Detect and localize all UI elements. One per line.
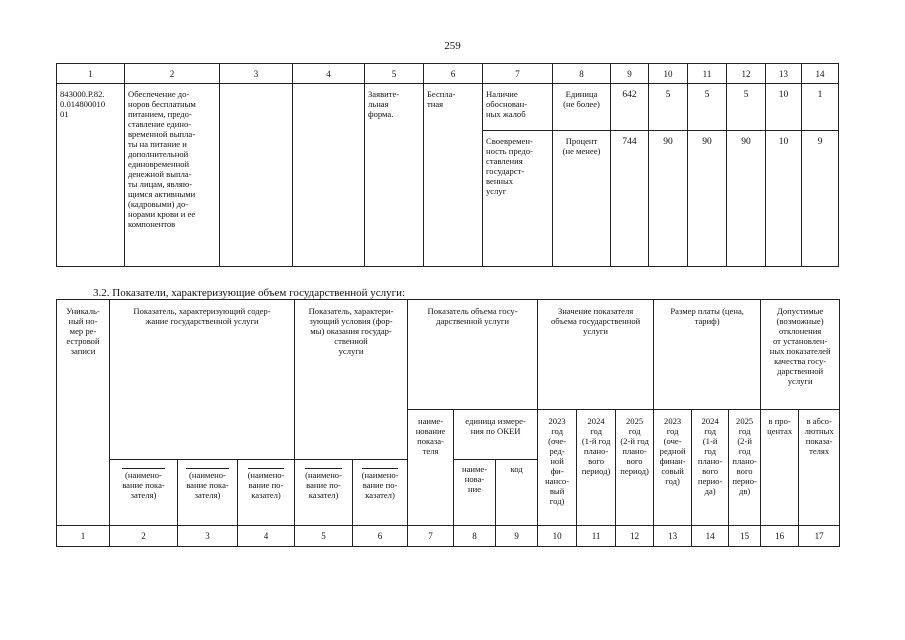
header-fee-2023: 2023 год (оче- редной финан- совый год) (654, 410, 692, 526)
table1-col-header: 13 (766, 64, 802, 84)
value-cell: 9 (802, 131, 839, 267)
column-number: 7 (408, 526, 454, 547)
column-number: 11 (577, 526, 616, 547)
column-number: 16 (761, 526, 799, 547)
service-form: Заявите- льная форма. (365, 84, 424, 267)
header-volume-name: наиме- нование показа- теля (408, 410, 454, 526)
subheader-label: (наимено- вание пока- зателя) (122, 470, 165, 500)
value-cell: 5 (688, 84, 727, 131)
table1-col-header: 6 (424, 64, 483, 84)
value-cell: 1 (802, 84, 839, 131)
value-cell: 5 (649, 84, 688, 131)
okei-code: 744 (611, 131, 649, 267)
header-volume-unit: единица измере- ния по ОКЕИ (454, 410, 538, 460)
page-number: 259 (444, 40, 461, 52)
empty-cell (220, 84, 293, 267)
service-content: Обеспечение до- норов бесплатным питанием, предо- ставление едино- временной выпла- ты на питание и дополнительной единовременной денежной выпла- ты лицам, являю- щимся активными (кадровыми) до- норами крови и ее компонентов (125, 84, 220, 267)
indicator-unit: Единица (не более) (553, 84, 611, 131)
table1-col-header: 8 (553, 64, 611, 84)
header-content-indicator: Показатель, характеризующий содер- жание государственной услуги (110, 300, 295, 460)
header-year-2024: 2024 год (1-й год плано- вого период) (577, 410, 616, 526)
value-cell: 90 (649, 131, 688, 267)
header-volume-indicator: Показатель объема госу- дарственной услуги (408, 300, 538, 410)
column-number: 6 (353, 526, 408, 547)
registry-code: 843000.Р.82. 0.014800010 01 (57, 84, 125, 267)
table-row (57, 84, 839, 131)
header-deviation: Допустимые (возможные) отклонения от установлен- ных показателей качества госу- дарственной услуги (761, 300, 840, 410)
table1-col-header: 10 (649, 64, 688, 84)
value-cell: 5 (727, 84, 766, 131)
column-number: 9 (496, 526, 538, 547)
subheader-indicator-name (178, 460, 238, 526)
column-number: 3 (178, 526, 238, 547)
subheader-label: (наимено- вание по- казател) (361, 470, 399, 500)
table1-col-header: 5 (365, 64, 424, 84)
subheader-indicator-name (110, 460, 178, 526)
header-unique-number: Уникаль- ный но- мер ре- естровой записи (57, 300, 110, 526)
header-fee-2024: 2024 год (1-й год плано- вого перио- да) (692, 410, 729, 526)
value-cell: 10 (766, 84, 802, 131)
table1-col-header: 11 (688, 64, 727, 84)
okei-code: 642 (611, 84, 649, 131)
table1-header-row (57, 64, 839, 84)
header-volume-value: Значение показателя объема государственной услуги (538, 300, 654, 410)
column-number: 4 (238, 526, 295, 547)
subheader-label: (наимено- вание пока- зателя) (186, 470, 229, 500)
header-deviation-absolute: в абсо- лютных показа- телях (799, 410, 840, 526)
column-number: 5 (295, 526, 353, 547)
empty-cell (293, 84, 365, 267)
table1-col-header: 4 (293, 64, 365, 84)
column-number: 15 (729, 526, 761, 547)
subheader-label: (наимено- вание по- казател) (305, 470, 342, 500)
indicator-unit: Процент (не менее) (553, 131, 611, 267)
indicator-name: Своевремен- ность предо- ставления государст- венных услуг (483, 131, 553, 267)
table1-col-header: 1 (57, 64, 125, 84)
subheader-indicator-name (238, 460, 295, 526)
column-number: 12 (616, 526, 654, 547)
column-number: 13 (654, 526, 692, 547)
header-fee: Размер платы (цена, тариф) (654, 300, 761, 410)
table1-col-header: 14 (802, 64, 839, 84)
header-conditions-indicator: Показатель, характери- зующий условия (фор- мы) оказания государ- ственной услуги (295, 300, 408, 460)
quality-indicators-table (56, 63, 839, 267)
table1-col-header: 3 (220, 64, 293, 84)
volume-indicators-table (56, 299, 840, 547)
payment-type: Беспла- тная (424, 84, 483, 267)
header-fee-2025: 2025 год (2-й год плано- вого перио- дв) (729, 410, 761, 526)
table2-number-row (57, 526, 840, 547)
value-cell: 90 (688, 131, 727, 267)
header-deviation-percent: в про- центах (761, 410, 799, 526)
table1-col-header: 12 (727, 64, 766, 84)
header-year-2025: 2025 год (2-й год плано- вого период) (616, 410, 654, 526)
table1-col-header: 2 (125, 64, 220, 84)
subheader-indicator-name (353, 460, 408, 526)
subheader-indicator-name (295, 460, 353, 526)
column-number: 14 (692, 526, 729, 547)
value-cell: 90 (727, 131, 766, 267)
column-number: 8 (454, 526, 496, 547)
header-unit-name: наиме- нова- ние (454, 460, 496, 526)
value-cell: 10 (766, 131, 802, 267)
indicator-name: Наличие обоснован- ных жалоб (483, 84, 553, 131)
table1-col-header: 7 (483, 64, 553, 84)
column-number: 17 (799, 526, 840, 547)
column-number: 2 (110, 526, 178, 547)
header-unit-code: код (496, 460, 538, 526)
subheader-label: (наимено- вание по- казател) (247, 470, 285, 500)
column-number: 1 (57, 526, 110, 547)
table1-col-header: 9 (611, 64, 649, 84)
column-number: 10 (538, 526, 577, 547)
header-year-2023: 2023 год (оче- ред- ной фи- нансо- вый год) (538, 410, 577, 526)
section-title: 3.2. Показатели, характеризующие объем государственной услуги: (93, 287, 406, 299)
table2-header-row (57, 300, 840, 410)
